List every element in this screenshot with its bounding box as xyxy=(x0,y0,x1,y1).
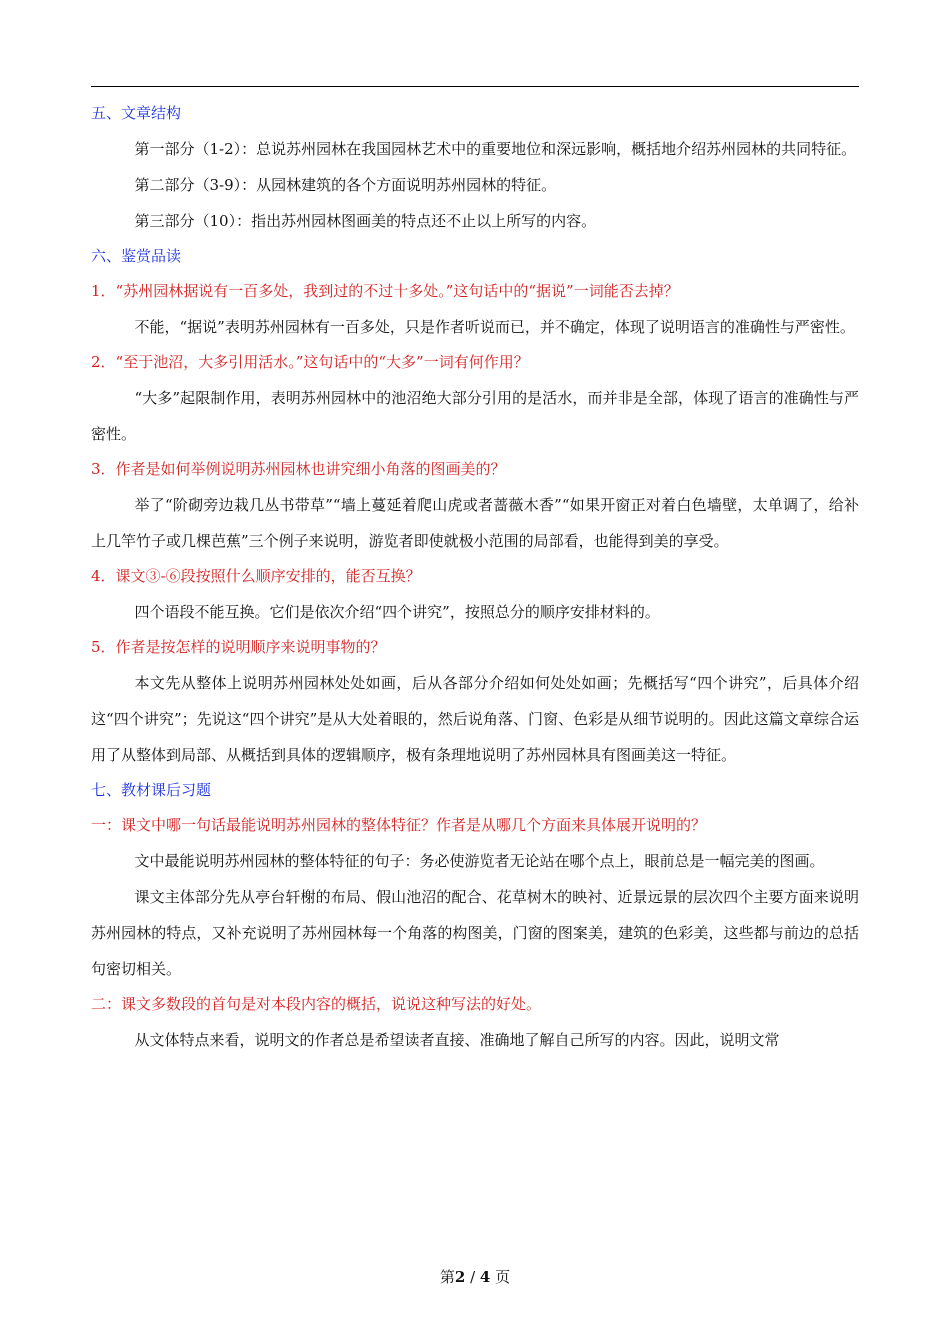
exercise-question-2: 二：课文多数段的首句是对本段内容的概括，说说这种写法的好处。 xyxy=(91,995,542,1013)
footer-suffix: 页 xyxy=(490,1268,511,1286)
appreciation-answer-2: “大多”起限制作用，表明苏州园林中的池沼绝大部分引用的是活水，而并非是全部，体现了语言的准确性与严密性。 xyxy=(91,389,859,443)
appreciation-question-1: 1．“苏州园林据说有一百多处，我到过的不过十多处。”这句话中的“据说”一词能否去掉？ xyxy=(91,282,679,300)
structure-part-1: 第一部分（1-2）：总说苏州园林在我国园林艺术中的重要地位和深远影响，概括地介绍苏州园林的共同特征。 xyxy=(134,140,857,158)
structure-part-3: 第三部分（10）：指出苏州园林图画美的特点还不止以上所写的内容。 xyxy=(134,212,597,230)
section-heading-appreciation: 六、鉴赏品读 xyxy=(91,247,182,265)
exercise-answer-1-paragraph-2: 课文主体部分先从亭台轩榭的布局、假山池沼的配合、花草树木的映衬、近景远景的层次四个主要方面来说明苏州园林的特点，又补充说明了苏州园林每一个角落的构图美，门窗的图案美，建筑的色彩美，这些都与前边的总括句密切相关。 xyxy=(91,888,859,978)
appreciation-question-4: 4．课文③-⑥段按照什么顺序安排的，能否互换？ xyxy=(91,567,421,585)
exercise-answer-2-paragraph-1: 从文体特点来看，说明文的作者总是希望读者直接、准确地了解自己所写的内容。因此，说明文常 xyxy=(134,1031,780,1049)
exercise-answer-1-paragraph-1: 文中最能说明苏州园林的整体特征的句子：务必使游览者无论站在哪个点上，眼前总是一幅完美的图画。 xyxy=(134,852,825,870)
appreciation-answer-4: 四个语段不能互换。它们是依次介绍“四个讲究”，按照总分的顺序安排材料的。 xyxy=(134,603,660,621)
section-heading-structure: 五、文章结构 xyxy=(91,104,182,122)
appreciation-answer-5: 本文先从整体上说明苏州园林处处如画，后从各部分介绍如何处处如画；先概括写“四个讲究”，后具体介绍这“四个讲究”；先说这“四个讲究”是从大处着眼的，然后说角落、门窗、色彩是从细节说明的。因此这篇文章综合运用了从整体到局部、从概括到具体的逻辑顺序，极有条理地说明了苏州园林具有图画美这一特征。 xyxy=(91,674,859,764)
total-page-count: 4 xyxy=(479,1268,491,1286)
appreciation-question-5: 5．作者是按怎样的说明顺序来说明事物的？ xyxy=(91,638,386,656)
footer-prefix: 第 xyxy=(439,1268,455,1286)
appreciation-answer-3: 举了“阶砌旁边栽几丛书带草”“墙上蔓延着爬山虎或者蔷薇木香”“如果开窗正对着白色墙壁，太单调了，给补上几竿竹子或几棵芭蕉”三个例子来说明，游览者即使就极小范围的局部看，也能得到美的享受。 xyxy=(91,496,859,550)
appreciation-answer-1: 不能，“据说”表明苏州园林有一百多处，只是作者听说而已，并不确定，体现了说明语言的准确性与严密性。 xyxy=(134,318,855,336)
structure-part-2: 第二部分（3-9）：从园林建筑的各个方面说明苏州园林的特征。 xyxy=(134,176,557,194)
current-page-number: 2 xyxy=(454,1268,466,1286)
appreciation-question-2: 2．“至于池沼，大多引用活水。”这句话中的“大多”一词有何作用？ xyxy=(91,353,529,371)
section-heading-exercises: 七、教材课后习题 xyxy=(91,781,212,799)
appreciation-question-3: 3．作者是如何举例说明苏州园林也讲究细小角落的图画美的？ xyxy=(91,460,506,478)
footer-separator: / xyxy=(465,1268,480,1286)
document-body xyxy=(91,96,859,1058)
page-footer xyxy=(0,1266,950,1287)
exercise-question-1: 一：课文中哪一句话最能说明苏州园林的整体特征？作者是从哪几个方面来具体展开说明的？ xyxy=(91,816,707,834)
header-rule xyxy=(91,86,859,87)
